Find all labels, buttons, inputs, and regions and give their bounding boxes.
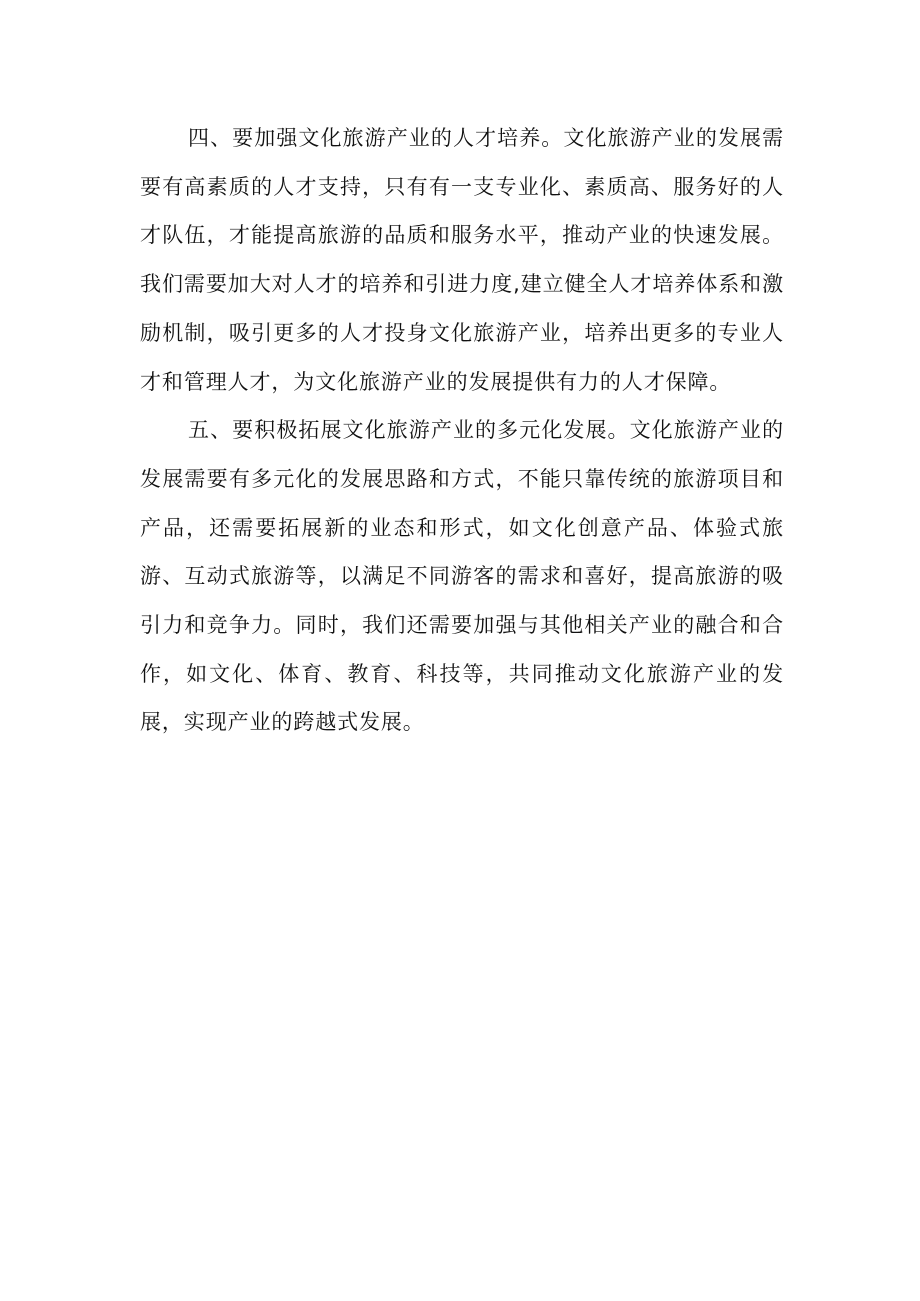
document-body bbox=[140, 114, 784, 747]
paragraph-talent-training: 四、要加强文化旅游产业的人才培养。文化旅游产业的发展需要有高素质的人才支持，只有有一支专业化、素质高、服务好的人才队伍，才能提高旅游的品质和服务水平，推动产业的快速发展。我们需要加大对人才的培养和引进力度,建立健全人才培养体系和激励机制，吸引更多的人才投身文化旅游产业，培养出更多的专业人才和管理人才，为文化旅游产业的发展提供有力的人才保障。 bbox=[140, 126, 784, 394]
paragraph-diversified-development: 五、要积极拓展文化旅游产业的多元化发展。文化旅游产业的发展需要有多元化的发展思路和方式，不能只靠传统的旅游项目和产品，还需要拓展新的业态和形式，如文化创意产品、体验式旅游、互动式旅游等，以满足不同游客的需求和喜好，提高旅游的吸引力和竞争力。同时，我们还需要加强与其他相关产业的融合和合作，如文化、体育、教育、科技等，共同推动文化旅游产业的发展，实现产业的跨越式发展。 bbox=[140, 418, 784, 735]
